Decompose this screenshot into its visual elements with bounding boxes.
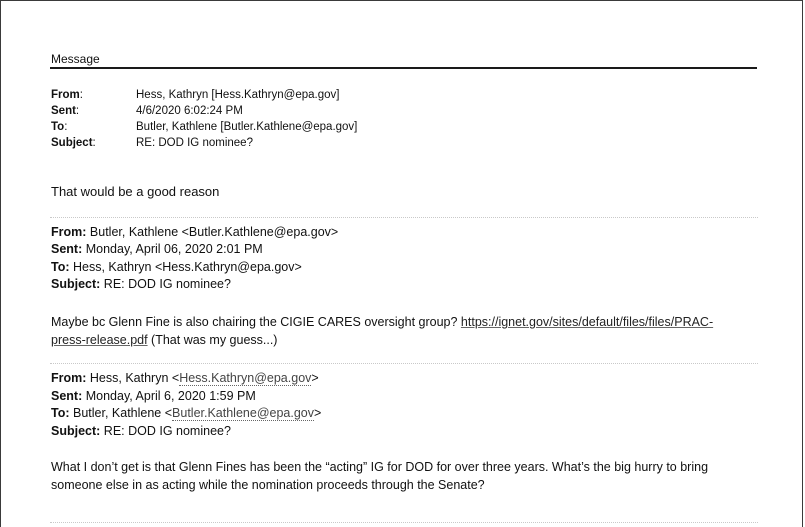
quote-divider-2 [50, 363, 758, 364]
to-value: Butler, Kathlene [Butler.Kathlene@epa.gov] [136, 121, 358, 133]
quoted1-sent-row [51, 241, 263, 258]
header-to-row: To: Butler, Kathlene [Butler.Kathlene@epa.gov] [51, 121, 358, 133]
quoted2-sent-label: Sent: [51, 389, 83, 403]
quoted1-sent-label: Sent: [51, 242, 83, 256]
header-rule [50, 67, 757, 69]
quoted2-to-label: To: [51, 406, 70, 420]
section-title: Message [51, 52, 100, 66]
hess-email-link[interactable]: Hess.Kathryn@epa.gov [179, 371, 312, 385]
quoted2-sent-value: Monday, April 6, 2020 1:59 PM [85, 389, 256, 403]
reply-body: That would be a good reason [51, 184, 220, 199]
quoted1-from-value: Butler, Kathlene <Butler.Kathlene@epa.gov> [89, 225, 339, 239]
quote-divider-1 [50, 217, 758, 218]
quoted1-from-row [51, 224, 338, 241]
header-sent-row: Sent: 4/6/2020 6:02:24 PM [51, 105, 243, 117]
header-subject-row: Subject: RE: DOD IG nominee? [51, 137, 253, 149]
to-label: To [51, 121, 65, 133]
sent-label: Sent [51, 105, 76, 117]
header-from-row: From: Hess, Kathryn [Hess.Kathryn@epa.gov] [51, 89, 340, 101]
quoted2-subject-value: RE: DOD IG nominee? [103, 424, 231, 438]
quoted1-sent-value: Monday, April 06, 2020 2:01 PM [85, 242, 263, 256]
quoted1-subject-value: RE: DOD IG nominee? [103, 277, 231, 291]
quoted1-from-label: From: [51, 225, 87, 239]
quoted2-body-line1: What I don’t get is that Glenn Fines has been the “acting” IG for DOD for over three years. What’s the big hurry to bring [51, 460, 709, 474]
quoted1-to-row [51, 259, 302, 276]
subject-value: RE: DOD IG nominee? [136, 137, 253, 149]
quoted2-subject-label: Subject: [51, 424, 101, 438]
sent-value: 4/6/2020 6:02:24 PM [136, 105, 243, 117]
quoted2-subject-row [51, 423, 231, 440]
quoted1-body [51, 313, 761, 349]
quoted2-sent-row [51, 388, 256, 405]
quoted2-from-label: From: [51, 371, 87, 385]
quoted1-body-prefix: Maybe bc Glenn Fine is also chairing the CIGIE CARES oversight group? [51, 315, 461, 329]
quoted1-to-label: To: [51, 260, 70, 274]
quoted1-subject-row [51, 276, 231, 293]
quoted1-to-value: Hess, Kathryn <Hess.Kathryn@epa.gov> [73, 260, 302, 274]
quoted2-to-row: To: Butler, Kathlene <Butler.Kathlene@epa.gov> [51, 406, 322, 420]
from-value: Hess, Kathryn [Hess.Kathryn@epa.gov] [136, 89, 340, 101]
quoted2-from-row: From: Hess, Kathryn <Hess.Kathryn@epa.gov> [51, 371, 319, 385]
prac-press-release-link[interactable]: https://ignet.gov/sites/default/files/files/PRAC- press-release.pdf [51, 315, 714, 347]
quoted2-body-line2: someone else in as acting while the nomination proceeds through the Senate? [51, 478, 485, 492]
quoted1-subject-label: Subject: [51, 277, 101, 291]
from-label: From [51, 89, 80, 101]
bottom-divider [50, 522, 758, 523]
quoted2-body [51, 458, 761, 494]
butler-email-link[interactable]: Butler.Kathlene@epa.gov [172, 406, 314, 420]
subject-label: Subject [51, 137, 93, 149]
quoted1-body-suffix: (That was my guess...) [147, 333, 278, 347]
